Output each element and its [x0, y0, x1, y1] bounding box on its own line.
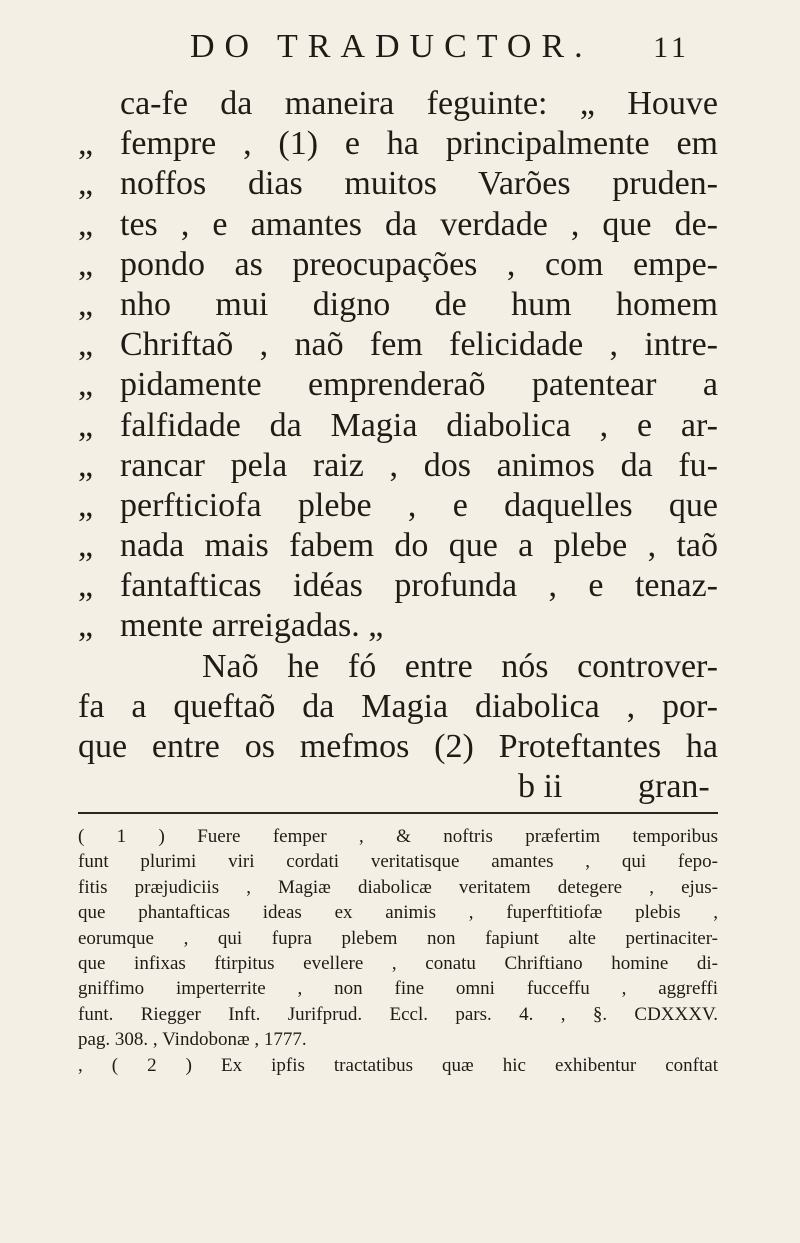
footnote-line: que infixas ftirpitus evellere , conatu Chriftiano homine di-	[78, 952, 718, 974]
footnotes	[78, 824, 718, 1078]
text-line: „ fantafticas idéas profunda , e tenaz-	[78, 566, 718, 606]
quote-mark: „	[78, 567, 94, 605]
footnote-line: ( 1 ) Fuere femper , & noftris præfertim temporibus	[78, 826, 718, 847]
running-head-title: DO TRADUCTOR.	[190, 28, 593, 65]
text-line: „ nada mais fabem do que a plebe , taõ	[78, 526, 718, 566]
paragraph-line: que entre os mefmos (2) Proteftantes ha	[78, 728, 718, 765]
paragraph-line: Naõ he fó entre nós controver-	[202, 647, 718, 685]
footnote-line: pag. 308. , Vindobonæ , 1777.	[78, 1029, 307, 1051]
quote-mark: „	[78, 245, 94, 283]
text-line: „ nho mui digno de hum homem	[78, 285, 718, 325]
signature-line	[78, 767, 718, 807]
text-line: ca-fe da maneira feguinte: „ Houve	[120, 85, 718, 122]
running-head	[190, 28, 690, 78]
catchword: gran-	[638, 768, 710, 806]
footnote-line: fitis præjudiciis , Magiæ diabolicæ veritatem detegere , ejus-	[78, 876, 718, 898]
quote-mark: „	[78, 326, 94, 364]
footnote-line: funt. Riegger Inft. Jurifprud. Eccl. pars. 4. , §. CDXXXV.	[78, 1003, 718, 1025]
quote-mark: „	[78, 527, 94, 565]
page-number: 11	[653, 31, 690, 64]
quote-mark: „	[78, 165, 94, 203]
quote-mark: „	[78, 406, 94, 444]
quote-mark: „	[78, 607, 94, 645]
text-line: „ tes , e amantes da verdade , que de-	[78, 205, 718, 245]
quote-mark: „	[78, 285, 94, 323]
signature-mark: b ii	[518, 768, 563, 806]
text-line: „ Chriftaõ , naõ fem felicidade , intre-	[78, 325, 718, 365]
quote-mark: „	[78, 125, 94, 163]
footnote-line: funt plurimi viri cordati veritatisque amantes , qui fepo-	[78, 851, 718, 873]
text-line: „ perfticiofa plebe , e daquelles que	[78, 486, 718, 526]
text-line: „ pondo as preocupações , com empe-	[78, 245, 718, 285]
text-line: „ mente arreigadas. „	[78, 606, 718, 646]
quote-mark: „	[78, 205, 94, 243]
main-text	[78, 84, 718, 807]
quote-mark: „	[78, 486, 94, 524]
footnote-rule	[78, 812, 718, 814]
footnote-line: que phantafticas ideas ex animis , fuperftitiofæ plebis ,	[78, 902, 718, 924]
footnote-line: gniffimo imperterrite , non fine omni fucceffu , aggreffi	[78, 978, 718, 1000]
quote-mark: „	[78, 446, 94, 484]
quote-mark: „	[78, 366, 94, 404]
text-line: „ pidamente emprenderaõ patentear a	[78, 365, 718, 405]
text-line: „ fempre , (1) e ha principalmente em	[78, 124, 718, 164]
text-line: „ rancar pela raiz , dos animos da fu-	[78, 446, 718, 486]
text-line: „ noffos dias muitos Varões pruden-	[78, 164, 718, 204]
footnote-line: eorumque , qui fupra plebem non fapiunt alte pertinaciter-	[78, 927, 718, 949]
text-line: „ falfidade da Magia diabolica , e ar-	[78, 406, 718, 446]
footnote-line: , ( 2 ) Ex ipfis tractatibus quæ hic exhibentur conftat	[78, 1054, 718, 1076]
paragraph-line: fa a queftaõ da Magia diabolica , por-	[78, 687, 718, 725]
